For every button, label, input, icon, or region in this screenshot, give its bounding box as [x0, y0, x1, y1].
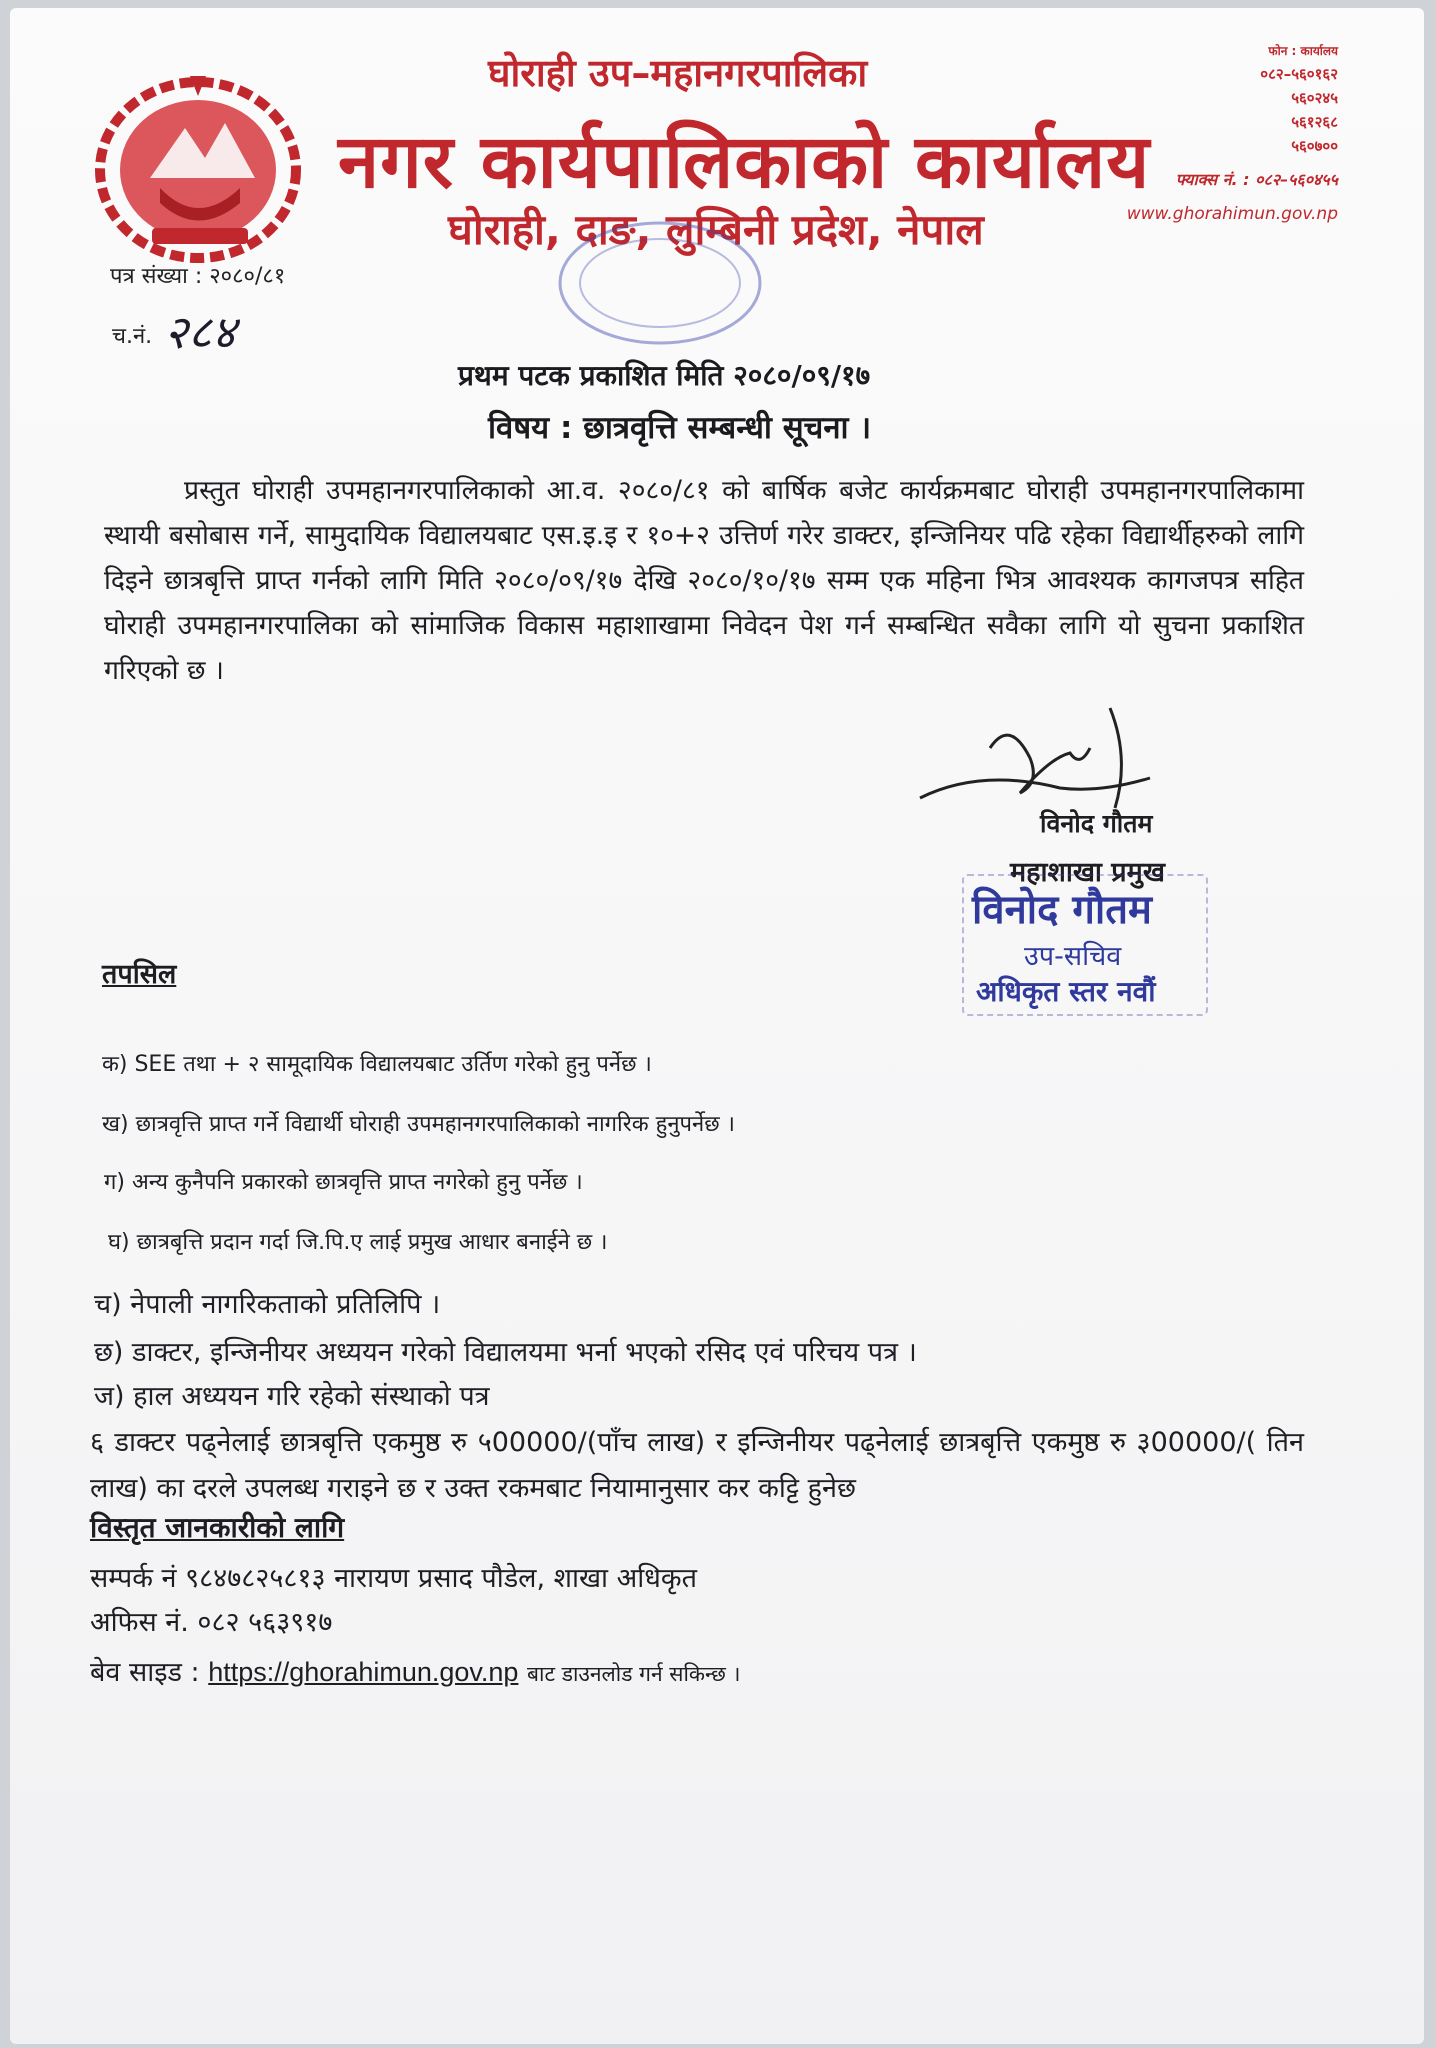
notice-subject: विषय : छात्रवृत्ति सम्बन्धी सूचना ।: [488, 410, 872, 446]
stamp-title: उप-सचिव: [1024, 941, 1122, 972]
document-item: ज) हाल अध्ययन गरि रहेको संस्थाको पत्र: [94, 1381, 490, 1412]
office-seal-icon: [545, 213, 775, 363]
dispatch-label: च.नं.: [112, 324, 153, 349]
document-item: छ) डाक्टर, इन्जिनीयर अध्ययन गरेको विद्यालयमा भर्ना भएको रसिद एवं परिचय पत्र ।: [94, 1337, 917, 1368]
nepal-emblem-icon: [90, 68, 310, 268]
condition-item: ख) छात्रवृत्ति प्राप्त गर्ने विद्यार्थी घोराही उपमहानगरपालिकाको नागरिक हुनुपर्नेछ ।: [102, 1112, 735, 1137]
fax-number: फ्याक्स नं. : ०८२–५६०४५५: [1175, 170, 1338, 189]
letterhead-website: www.ghorahimun.gov.np: [1126, 204, 1338, 224]
reference-number: पत्र संख्या : २०८०/८१: [110, 264, 286, 289]
office-address: घोराही, दाङ, लुम्बिनी प्रदेश, नेपाल: [448, 205, 984, 254]
office-phone: अफिस नं. ०८२ ५६३९१७: [90, 1607, 333, 1638]
office-name: नगर कार्यपालिकाको कार्यालय: [338, 119, 1151, 205]
condition-item: घ) छात्रबृत्ति प्रदान गर्दा जि.पि.ए लाई प्रमुख आधार बनाईने छ ।: [108, 1230, 608, 1255]
document-item: च) नेपाली नागरिकताको प्रतिलिपि ।: [94, 1289, 441, 1320]
scholarship-amount: ६ डाक्टर पढ्नेलाई छात्रबृत्ति एकमुष्ठ रु ५00000/(पाँच लाख) र इन्जिनीयर पढ्नेलाई छात्रबृत्ति एकमुष्ठ रु ३00000/( तिन लाख) का दरले उपलब्ध गराइने छ र उक्त रकमबाट नियामानुसार कर कट्टि हुनेछ: [90, 1427, 1304, 1504]
signatory-role: महाशाखा प्रमुख: [1010, 857, 1165, 888]
condition-item: ग) अन्य कुनैपनि प्रकारको छात्रवृत्ति प्राप्त नगरेको हुनु पर्नेछ ।: [104, 1170, 583, 1195]
phone-number: ५६०२४५: [1291, 89, 1338, 107]
phone-label: फोन : कार्यालय: [1268, 44, 1338, 58]
signature-icon: [900, 698, 1170, 818]
publish-date: प्रथम पटक प्रकाशित मिति २०८०/०९/१७: [458, 359, 871, 392]
condition-item: क) SEE तथा + २ सामूदायिक विद्यालयबाट उर्तिण गरेको हुनु पर्नेछ ।: [102, 1052, 652, 1077]
website-line: [90, 1652, 740, 1689]
website-label: बेव साइड :: [90, 1657, 200, 1688]
phone-number: ०८२–५६०१६२: [1260, 65, 1338, 83]
website-suffix: बाट डाउनलोड गर्न सकिन्छ ।: [527, 1662, 741, 1686]
dispatch-number: २८४: [164, 305, 236, 359]
stamp-level: अधिकृत स्तर नवौं: [976, 975, 1156, 1008]
contact-phone: सम्पर्क नं ९८४७८२५८१३ नारायण प्रसाद पौडेल, शाखा अधिकृत: [90, 1563, 697, 1594]
stamp-name: विनोद गौतम: [972, 887, 1152, 933]
notice-body: प्रस्तुत घोराही उपमहानगरपालिकाको आ.व. २०८०/८१ को बार्षिक बजेट कार्यक्रमबाट घोराही उपमहानगरपालिकामा स्थायी बसोबास गर्ने, सामुदायिक विद्यालयबाट एस.इ.इ र १०+२ उत्तिर्ण गरेर डाक्टर, इन्जिनियर पढि रहेका विद्यार्थीहरुको लागि दिइने छात्रबृत्ति प्राप्त गर्नको लागि मिति २०८०/०९/१७ देखि २०८०/१०/१७ सम्म एक महिना भित्र आवश्यक कागजपत्र सहित घोराही उपमहानगरपालिका को सांमाजिक विकास महाशाखामा निवेदन पेश गर्न सम्बन्धित सवैका लागि यो सुचना प्रकाशित गरिएको छ ।: [104, 475, 1304, 686]
contact-heading: विस्तृत जानकारीको लागि: [90, 1511, 345, 1544]
officer-stamp: [962, 874, 1208, 1016]
phone-number: ५६०७००: [1291, 137, 1338, 155]
details-heading: तपसिल: [102, 959, 177, 990]
municipality-name: घोराही उप–महानगरपालिका: [488, 51, 868, 95]
signatory-name: विनोद गौतम: [1040, 809, 1153, 838]
website-link[interactable]: https://ghorahimun.gov.np: [208, 1657, 519, 1687]
phone-number: ५६१२६८: [1291, 113, 1338, 131]
notice-page: [10, 8, 1424, 2044]
